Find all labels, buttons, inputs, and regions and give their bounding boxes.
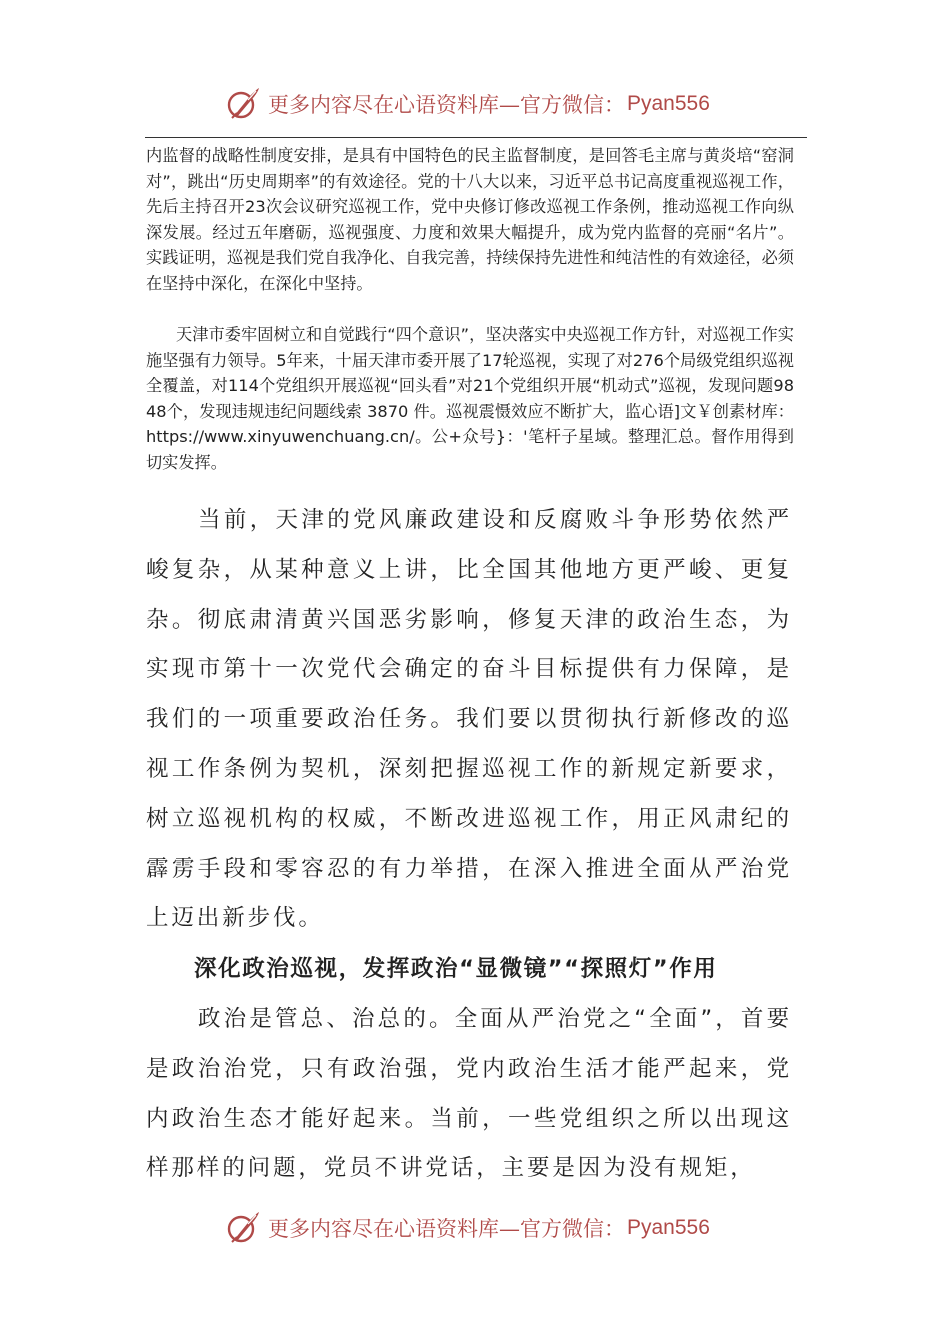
small-paragraph-2: 天津市委牢固树立和自觉践行“四个意识”，坚决落实中央巡视工作方针，对巡视工作实施坚强有力领导。5年来，十届天津市委开展了17轮巡视，实现了对276个局级党组织巡视全覆盖，对114个党组织开展巡视“回头看”对21个党组织开展“机动式”巡视，发现问题9848个，发现违规违纪问题线索 3870 件。巡视震慑效应不断扩大，监心语]文￥创素材库：https://www.xinyuwenchuang.cn/。公+众号}：'笔杆子星域。整理汇总。督作用得到切实发挥。 [146, 325, 794, 472]
footer-brand-id: Pyan556 [627, 1216, 710, 1239]
section-heading: 深化政治巡视，发挥政治“显微镜”“探照灯”作用 [194, 956, 718, 982]
quill-logo-icon [226, 1210, 262, 1246]
header-rule [145, 137, 807, 138]
footer-brand-text: 更多内容尽在心语资料库—官方微信： [268, 1217, 625, 1241]
quill-logo-icon [226, 86, 262, 122]
header-brand-text: 更多内容尽在心语资料库—官方微信： [268, 93, 625, 117]
body-paragraph-2: 政治是管总、治总的。全面从严治党之“全面”，首要是政治治党，只有政治强，党内政治生活才能严起来，党内政治生态才能好起来。当前，一些党组织之所以出现这样那样的问题，党员不讲党话，主要是因为没有规矩， [146, 1006, 792, 1182]
small-paragraph-1: 内监督的战略性制度安排，是具有中国特色的民主监督制度，是回答毛主席与黄炎培“窑洞对”，跳出“历史周期率”的有效途径。党的十八大以来，习近平总书记高度重视巡视工作，先后主持召开23次会议研究巡视工作，党中央修订修改巡视工作条例，推动巡视工作向纵深发展。经过五年磨砺，巡视强度、力度和效果大幅提升，成为党内监督的亮丽“名片”。实践证明，巡视是我们党自我净化、自我完善，持续保持先进性和纯洁性的有效途径，必须在坚持中深化，在深化中坚持。 [146, 146, 794, 293]
header-watermark [226, 84, 710, 124]
body-paragraph-1: 当前，天津的党风廉政建设和反腐败斗争形势依然严峻复杂，从某种意义上讲，比全国其他地方更严峻、更复杂。彻底肃清黄兴国恶劣影响，修复天津的政治生态，为实现市第十一次党代会确定的奋斗目标提供有力保障，是我们的一项重要政治任务。我们要以贯彻执行新修改的巡视工作条例为契机，深刻把握巡视工作的新规定新要求，树立巡视机构的权威，不断改进巡视工作，用正风肃纪的霹雳手段和零容忍的有力举措，在深入推进全面从严治党上迈出新步伐。 [146, 507, 792, 932]
header-brand-id: Pyan556 [627, 92, 710, 115]
footer-watermark [226, 1208, 710, 1248]
